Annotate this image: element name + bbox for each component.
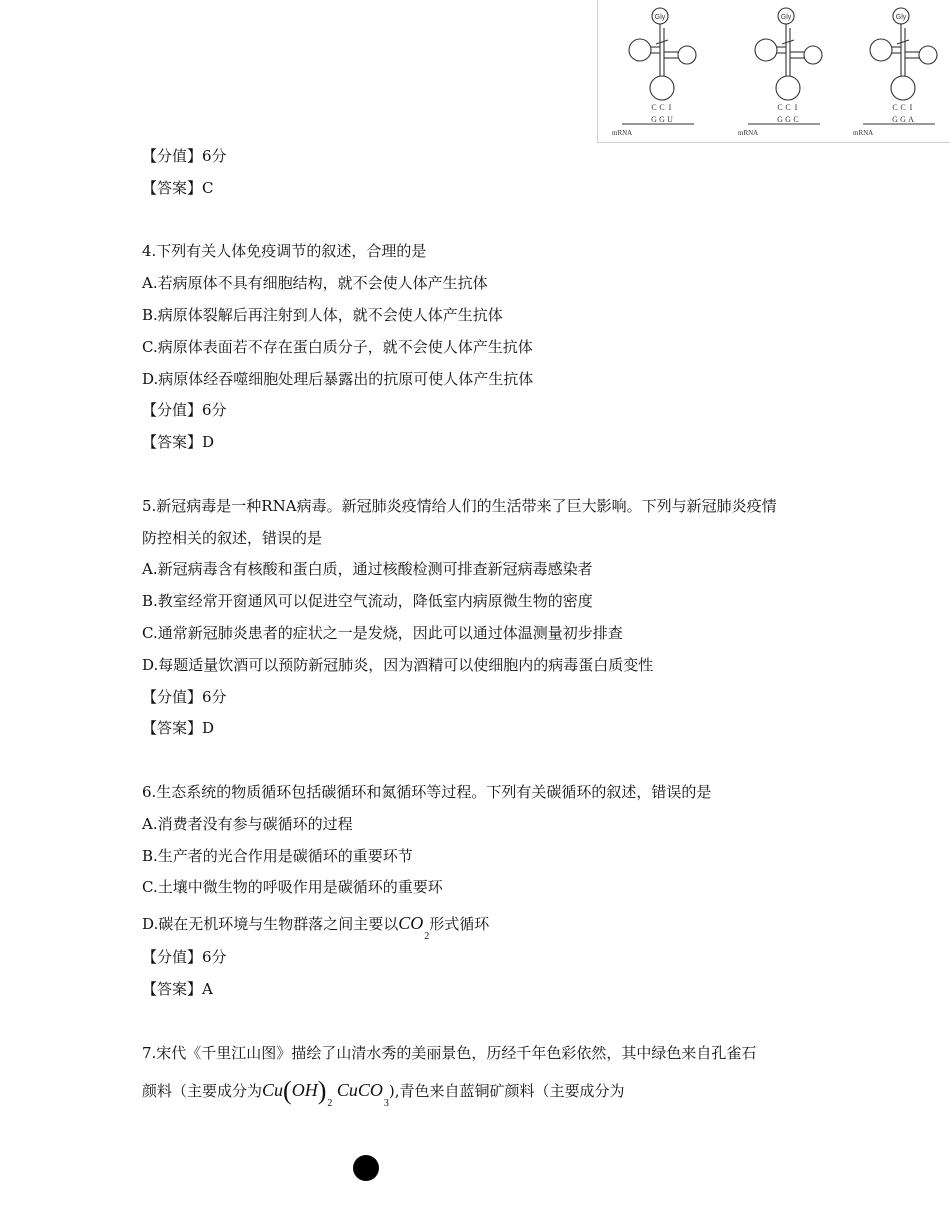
question-5	[142, 491, 832, 745]
co2-subscript: 2	[424, 931, 430, 943]
q6-option-d-tail: 形式循环	[429, 915, 490, 934]
d-arm-loop	[755, 39, 777, 61]
codon-base: G	[900, 115, 906, 124]
oh-text: OH	[291, 1080, 318, 1101]
amino-acid-label: Gly	[895, 14, 907, 21]
q6-option-a: A.消费者没有参与碳循环的过程	[142, 814, 353, 833]
q4-stem: 4.下列有关人体免疫调节的叙述，合理的是	[142, 242, 427, 261]
malachite-formula	[262, 1076, 389, 1110]
codon-base: G	[892, 115, 898, 124]
anticodon-base: C	[777, 103, 783, 112]
page-marker-dot	[353, 1155, 379, 1181]
q5-option-b: B.教室经常开窗通风可以促进空气流动，降低室内病原微生物的密度	[142, 592, 593, 611]
q4-option-c: C.病原体表面若不存在蛋白质分子，就不会使人体产生抗体	[142, 337, 533, 356]
co2-formula	[398, 913, 430, 943]
q5-stem-line-2: 防控相关的叙述，错误的是	[142, 528, 323, 547]
codon-base: G	[785, 115, 791, 124]
q5-option-d: D.每题适量饮酒可以预防新冠肺炎，因为酒精可以使细胞内的病毒蛋白质变性	[142, 655, 654, 674]
q5-score: 【分值】6分	[142, 687, 227, 706]
t-arm-loop	[804, 46, 822, 64]
codon-base: A	[908, 115, 914, 124]
right-paren: )	[317, 1076, 327, 1106]
anticodon-base: C	[900, 103, 906, 112]
mrna-label: mRNA	[853, 129, 874, 137]
q6-option-b: B.生产者的光合作用是碳循环的重要环节	[142, 846, 413, 865]
t-arm-loop	[919, 46, 937, 64]
q6-option-c: C.土壤中微生物的呼吸作用是碳循环的重要环	[142, 878, 443, 897]
question-7	[142, 1038, 832, 1112]
q6-score: 【分值】6分	[142, 948, 227, 967]
q6-option-d-text: D.碳在无机环境与生物群落之间主要以	[142, 915, 399, 934]
q3-score: 【分值】6分	[142, 147, 227, 165]
q3-answer: 【答案】C	[142, 178, 214, 197]
q5-stem-line-1: 5.新冠病毒是一种RNA病毒。新冠肺炎疫情给人们的生活带来了巨大影响。下列与新冠肺炎疫情	[142, 496, 777, 515]
q4-option-a: A.若病原体不具有细胞结构，就不会使人体产生抗体	[142, 274, 488, 293]
codon-base: U	[667, 115, 673, 124]
cu-text: Cu	[262, 1080, 284, 1101]
q6-stem: 6.生态系统的物质循环包括碳循环和氮循环等过程。下列有关碳循环的叙述，错误的是	[142, 782, 712, 801]
anticodon-base: C	[659, 103, 665, 112]
question-4	[142, 236, 832, 459]
anticodon-base: I	[794, 103, 798, 112]
anticodon-base: C	[892, 103, 898, 112]
anticodon-base: I	[668, 103, 672, 112]
anticodon-base: I	[909, 103, 913, 112]
q4-answer: 【答案】D	[142, 433, 215, 452]
anticodon-base: C	[651, 103, 657, 112]
co-text: CO	[398, 913, 424, 934]
q4-option-d: D.病原体经吞噬细胞处理后暴露出的抗原可使人体产生抗体	[142, 369, 534, 388]
oh-subscript: 2	[327, 1098, 333, 1110]
mrna-label: mRNA	[612, 129, 633, 137]
codon-base: G	[651, 115, 657, 124]
codon-base: C	[793, 115, 799, 124]
question-6	[142, 777, 832, 1006]
q4-option-b: B.病原体裂解后再注射到人体，就不会使人体产生抗体	[142, 305, 503, 324]
q5-option-a: A.新冠病毒含有核酸和蛋白质，通过核酸检测可排查新冠病毒感染者	[142, 560, 593, 579]
question-3-tail	[142, 141, 832, 205]
q7-stem-line-1: 7.宋代《千里江山图》描绘了山清水秀的美丽景色，历经千年色彩依然，其中绿色来自孔雀石	[142, 1043, 757, 1062]
codon-base: G	[659, 115, 665, 124]
amino-acid-label: Gly	[780, 14, 792, 21]
q7-line-2-text: 颜料（主要成分为	[142, 1082, 263, 1101]
t-arm-loop	[678, 46, 696, 64]
q6-answer: 【答案】A	[142, 979, 213, 998]
trna-figure	[597, 0, 950, 143]
left-paren: (	[283, 1076, 292, 1106]
cuco-text: CuCO	[336, 1080, 383, 1101]
q5-option-c: C.通常新冠肺炎患者的症状之一是发烧，因此可以通过体温测量初步排查	[142, 623, 623, 642]
q4-score: 【分值】6分	[142, 401, 227, 420]
anticodon-loop	[891, 76, 915, 100]
anticodon-loop	[776, 76, 800, 100]
d-arm-loop	[629, 39, 651, 61]
anticodon-loop	[650, 76, 674, 100]
cuco3-subscript: 3	[383, 1098, 389, 1110]
codon-base: G	[777, 115, 783, 124]
anticodon-base: C	[785, 103, 791, 112]
document-body	[142, 141, 832, 1111]
mrna-label: mRNA	[738, 129, 759, 137]
trna-diagram	[598, 0, 950, 142]
q6-option-d	[142, 904, 832, 942]
q5-answer: 【答案】D	[142, 719, 215, 738]
amino-acid-label: Gly	[654, 14, 666, 21]
q7-line-2-tail: ),青色来自蓝铜矿颜料（主要成分为	[388, 1082, 625, 1101]
d-arm-loop	[870, 39, 892, 61]
q7-stem-line-2	[142, 1069, 832, 1111]
